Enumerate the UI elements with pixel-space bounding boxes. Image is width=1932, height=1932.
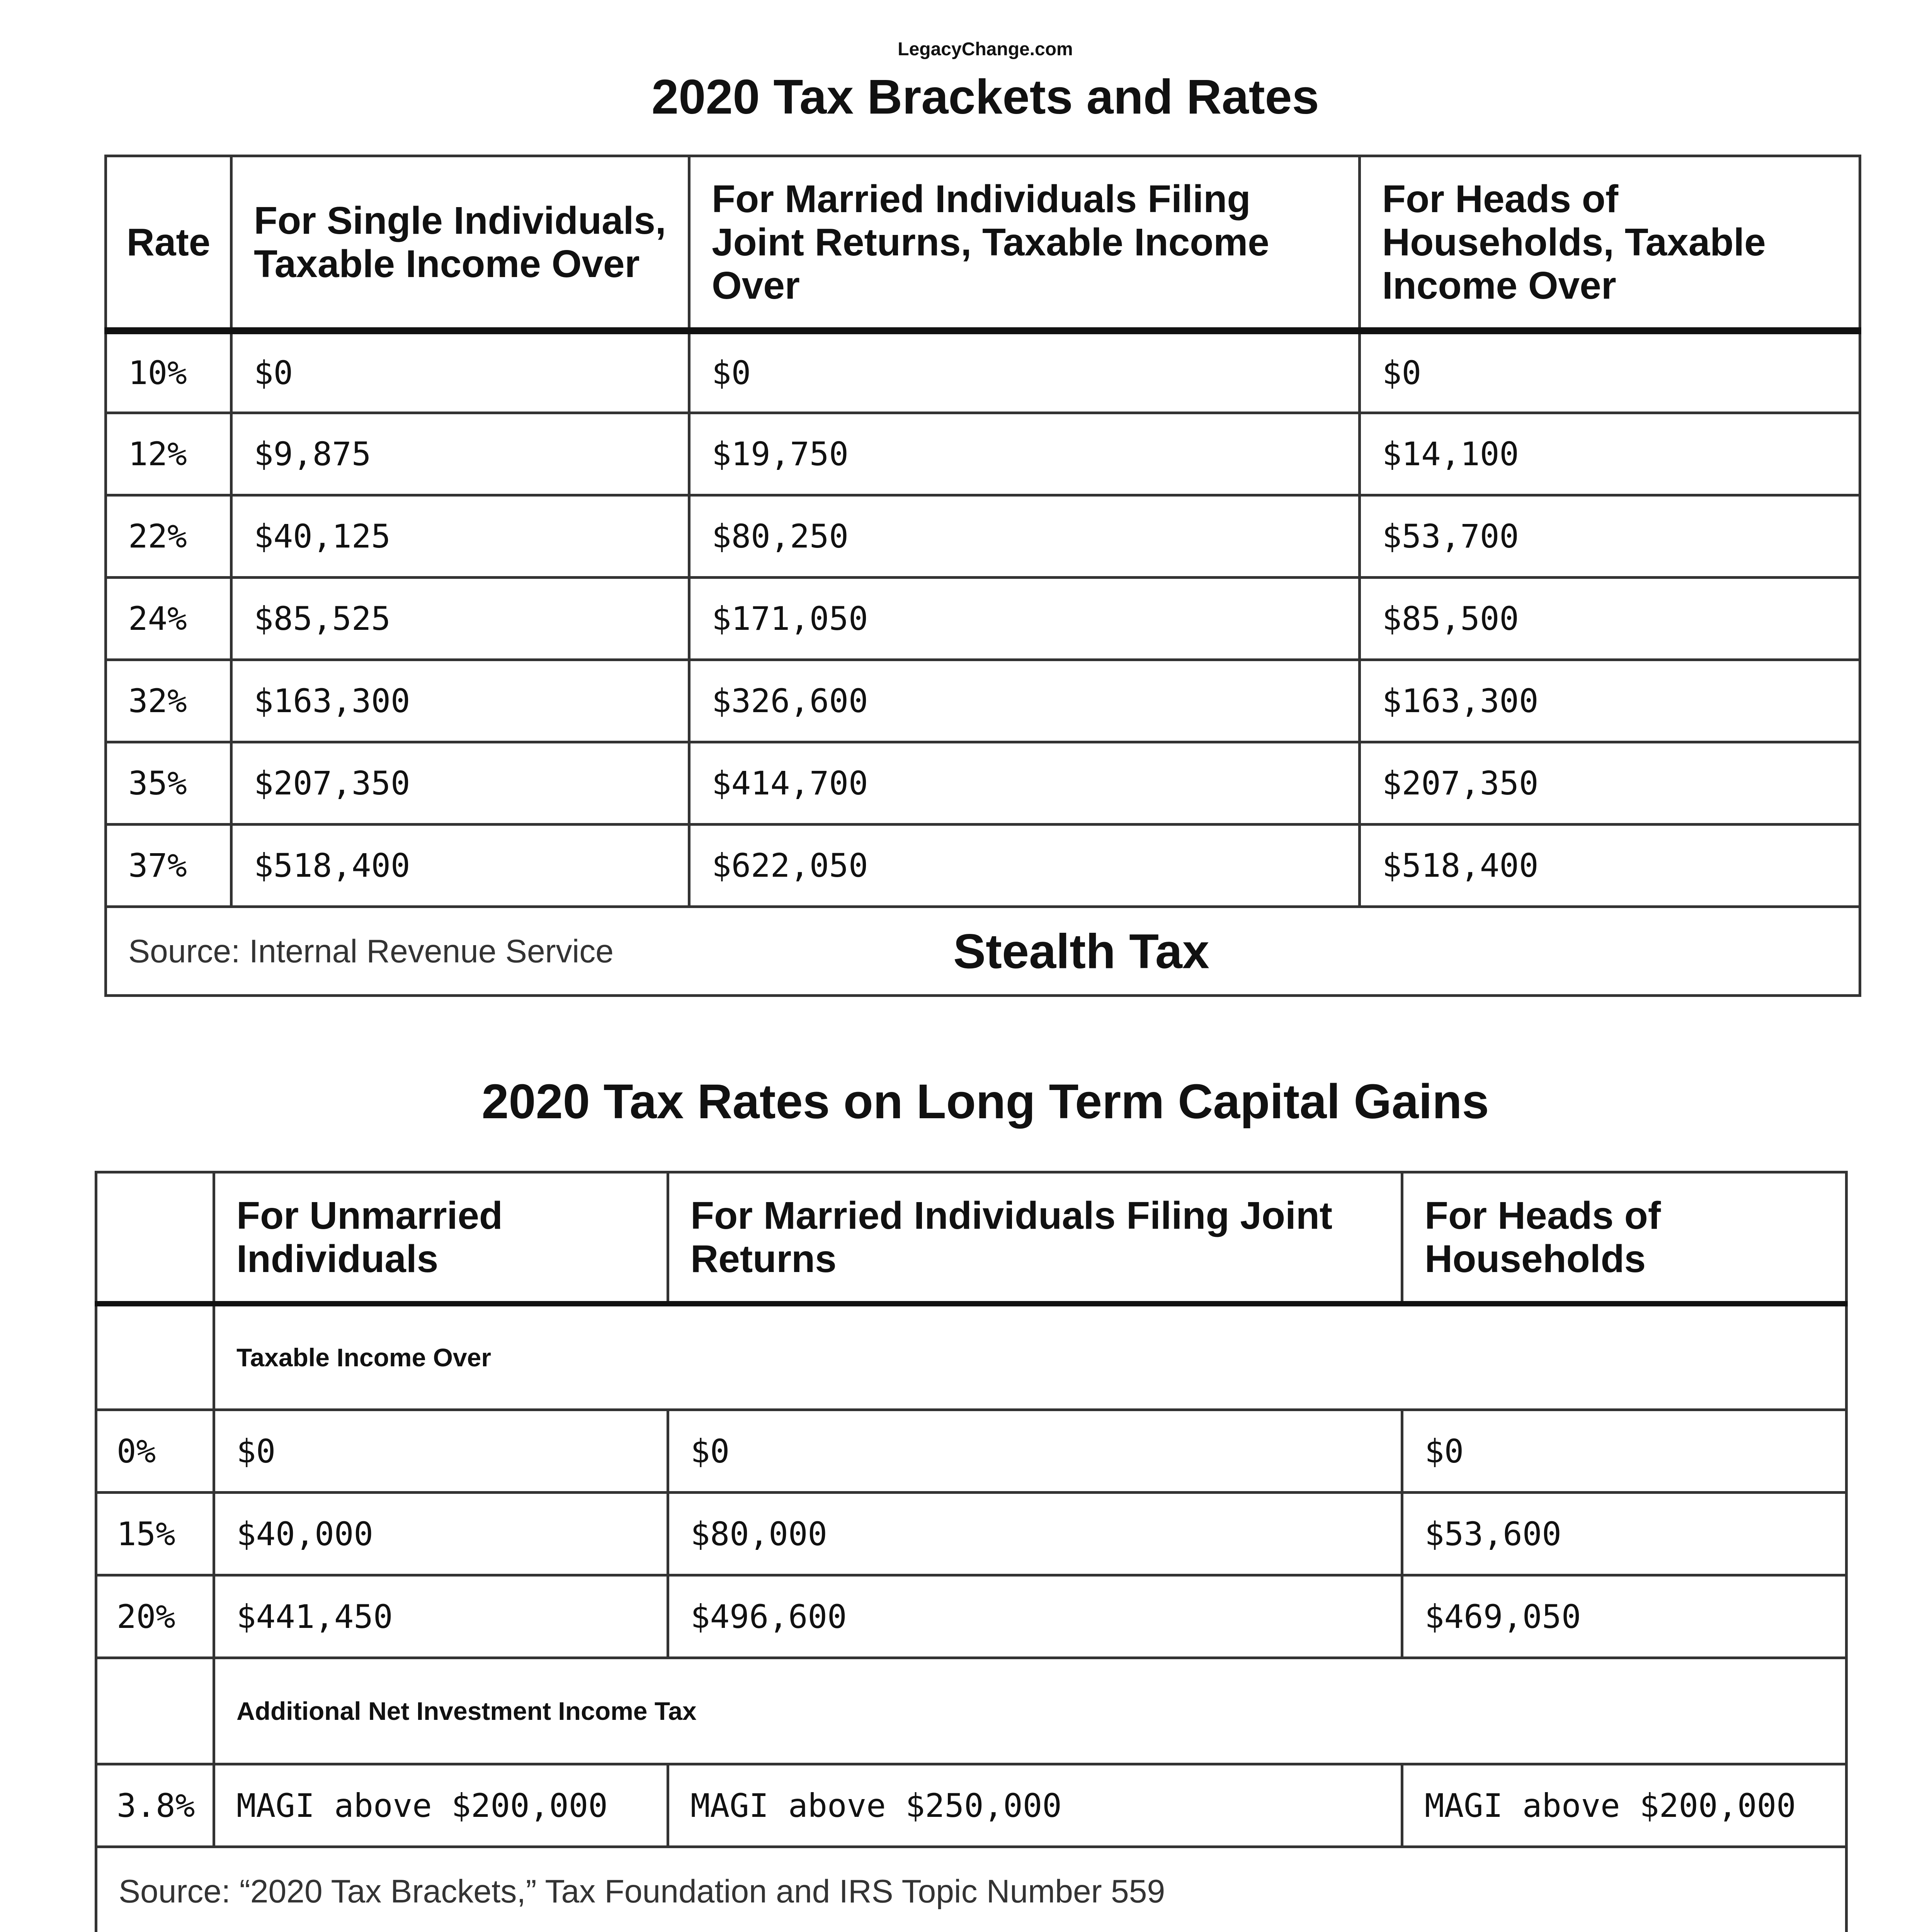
hoh-cell: $53,700 xyxy=(1360,495,1860,578)
column-header-unmarried: For Unmarried Individuals xyxy=(214,1172,668,1304)
column-header-rate: Rate xyxy=(106,156,231,331)
capital-gains-table xyxy=(95,1171,1848,1932)
single-cell: $518,400 xyxy=(231,825,689,907)
rate-cell: 20% xyxy=(96,1575,214,1658)
rate-cell: 3.8% xyxy=(96,1764,214,1847)
single-cell: $40,125 xyxy=(231,495,689,578)
hoh-cell: $207,350 xyxy=(1360,742,1860,825)
hoh-cell: $14,100 xyxy=(1360,413,1860,495)
rate-cell: 10% xyxy=(106,331,231,413)
subheader-row xyxy=(96,1658,1847,1764)
table-row xyxy=(106,413,1860,495)
table-row xyxy=(96,1575,1847,1658)
married-cell: $80,000 xyxy=(668,1493,1402,1575)
single-cell: $207,350 xyxy=(231,742,689,825)
rate-cell: 15% xyxy=(96,1493,214,1575)
table-row xyxy=(96,1764,1847,1847)
column-header-married-joint: For Married Individuals Filing Joint Returns xyxy=(668,1172,1402,1304)
single-cell: $85,525 xyxy=(231,578,689,660)
table-header-row xyxy=(96,1172,1847,1304)
single-cell: $163,300 xyxy=(231,660,689,742)
married-cell: $0 xyxy=(668,1410,1402,1493)
rate-cell: 22% xyxy=(106,495,231,578)
source-cell xyxy=(96,1847,1847,1932)
column-header-married-joint: For Married Individuals Filing Joint Returns, Taxable Income Over xyxy=(689,156,1360,331)
niit-subheader: Additional Net Investment Income Tax xyxy=(214,1658,1847,1764)
empty-cell xyxy=(96,1658,214,1764)
unmarried-cell: MAGI above $200,000 xyxy=(214,1764,668,1847)
unmarried-cell: $0 xyxy=(214,1410,668,1493)
hoh-cell: $469,050 xyxy=(1402,1575,1847,1658)
source-row xyxy=(106,907,1860,996)
stealth-tax-label: Stealth Tax xyxy=(953,924,1209,978)
rate-cell: 0% xyxy=(96,1410,214,1493)
rate-cell: 37% xyxy=(106,825,231,907)
married-cell: $496,600 xyxy=(668,1575,1402,1658)
tax-brackets-table xyxy=(104,155,1861,997)
hoh-cell: $518,400 xyxy=(1360,825,1860,907)
table-row xyxy=(106,825,1860,907)
rate-cell: 35% xyxy=(106,742,231,825)
married-cell: $0 xyxy=(689,331,1360,413)
married-cell: $171,050 xyxy=(689,578,1360,660)
rate-cell: 12% xyxy=(106,413,231,495)
table-row xyxy=(106,660,1860,742)
rate-cell: 32% xyxy=(106,660,231,742)
column-header-single: For Single Individuals, Taxable Income Over xyxy=(231,156,689,331)
table-row xyxy=(106,495,1860,578)
table-row xyxy=(96,1493,1847,1575)
site-name: LegacyChange.com xyxy=(898,39,1073,60)
unmarried-cell: $441,450 xyxy=(214,1575,668,1658)
table-row xyxy=(96,1410,1847,1493)
empty-cell xyxy=(96,1304,214,1410)
single-cell: $0 xyxy=(231,331,689,413)
married-cell: $622,050 xyxy=(689,825,1360,907)
column-header-head-of-household: For Heads of Households, Taxable Income Over xyxy=(1360,156,1860,331)
hoh-cell: $0 xyxy=(1402,1410,1847,1493)
table-row xyxy=(106,578,1860,660)
hoh-cell: $53,600 xyxy=(1402,1493,1847,1575)
capital-gains-title: 2020 Tax Rates on Long Term Capital Gains xyxy=(481,1074,1489,1129)
hoh-cell: $85,500 xyxy=(1360,578,1860,660)
hoh-cell: MAGI above $200,000 xyxy=(1402,1764,1847,1847)
hoh-cell: $0 xyxy=(1360,331,1860,413)
married-cell: $414,700 xyxy=(689,742,1360,825)
single-cell: $9,875 xyxy=(231,413,689,495)
married-cell: $80,250 xyxy=(689,495,1360,578)
subheader-row xyxy=(96,1304,1847,1410)
source-row xyxy=(96,1847,1847,1932)
married-cell: MAGI above $250,000 xyxy=(668,1764,1402,1847)
married-cell: $326,600 xyxy=(689,660,1360,742)
table-row xyxy=(106,331,1860,413)
rate-cell: 24% xyxy=(106,578,231,660)
hoh-cell: $163,300 xyxy=(1360,660,1860,742)
table-header-row xyxy=(106,156,1860,331)
table-row xyxy=(106,742,1860,825)
source-cell xyxy=(106,907,1860,996)
source-text: Source: Internal Revenue Service xyxy=(128,933,614,969)
column-header-head-of-household: For Heads of Households xyxy=(1402,1172,1847,1304)
taxable-income-subheader: Taxable Income Over xyxy=(214,1304,1847,1410)
brackets-title: 2020 Tax Brackets and Rates xyxy=(651,70,1319,124)
married-cell: $19,750 xyxy=(689,413,1360,495)
source-text: Source: “2020 Tax Brackets,” Tax Foundation and IRS Topic Number 559 xyxy=(119,1873,1165,1909)
unmarried-cell: $40,000 xyxy=(214,1493,668,1575)
column-header-rate xyxy=(96,1172,214,1304)
